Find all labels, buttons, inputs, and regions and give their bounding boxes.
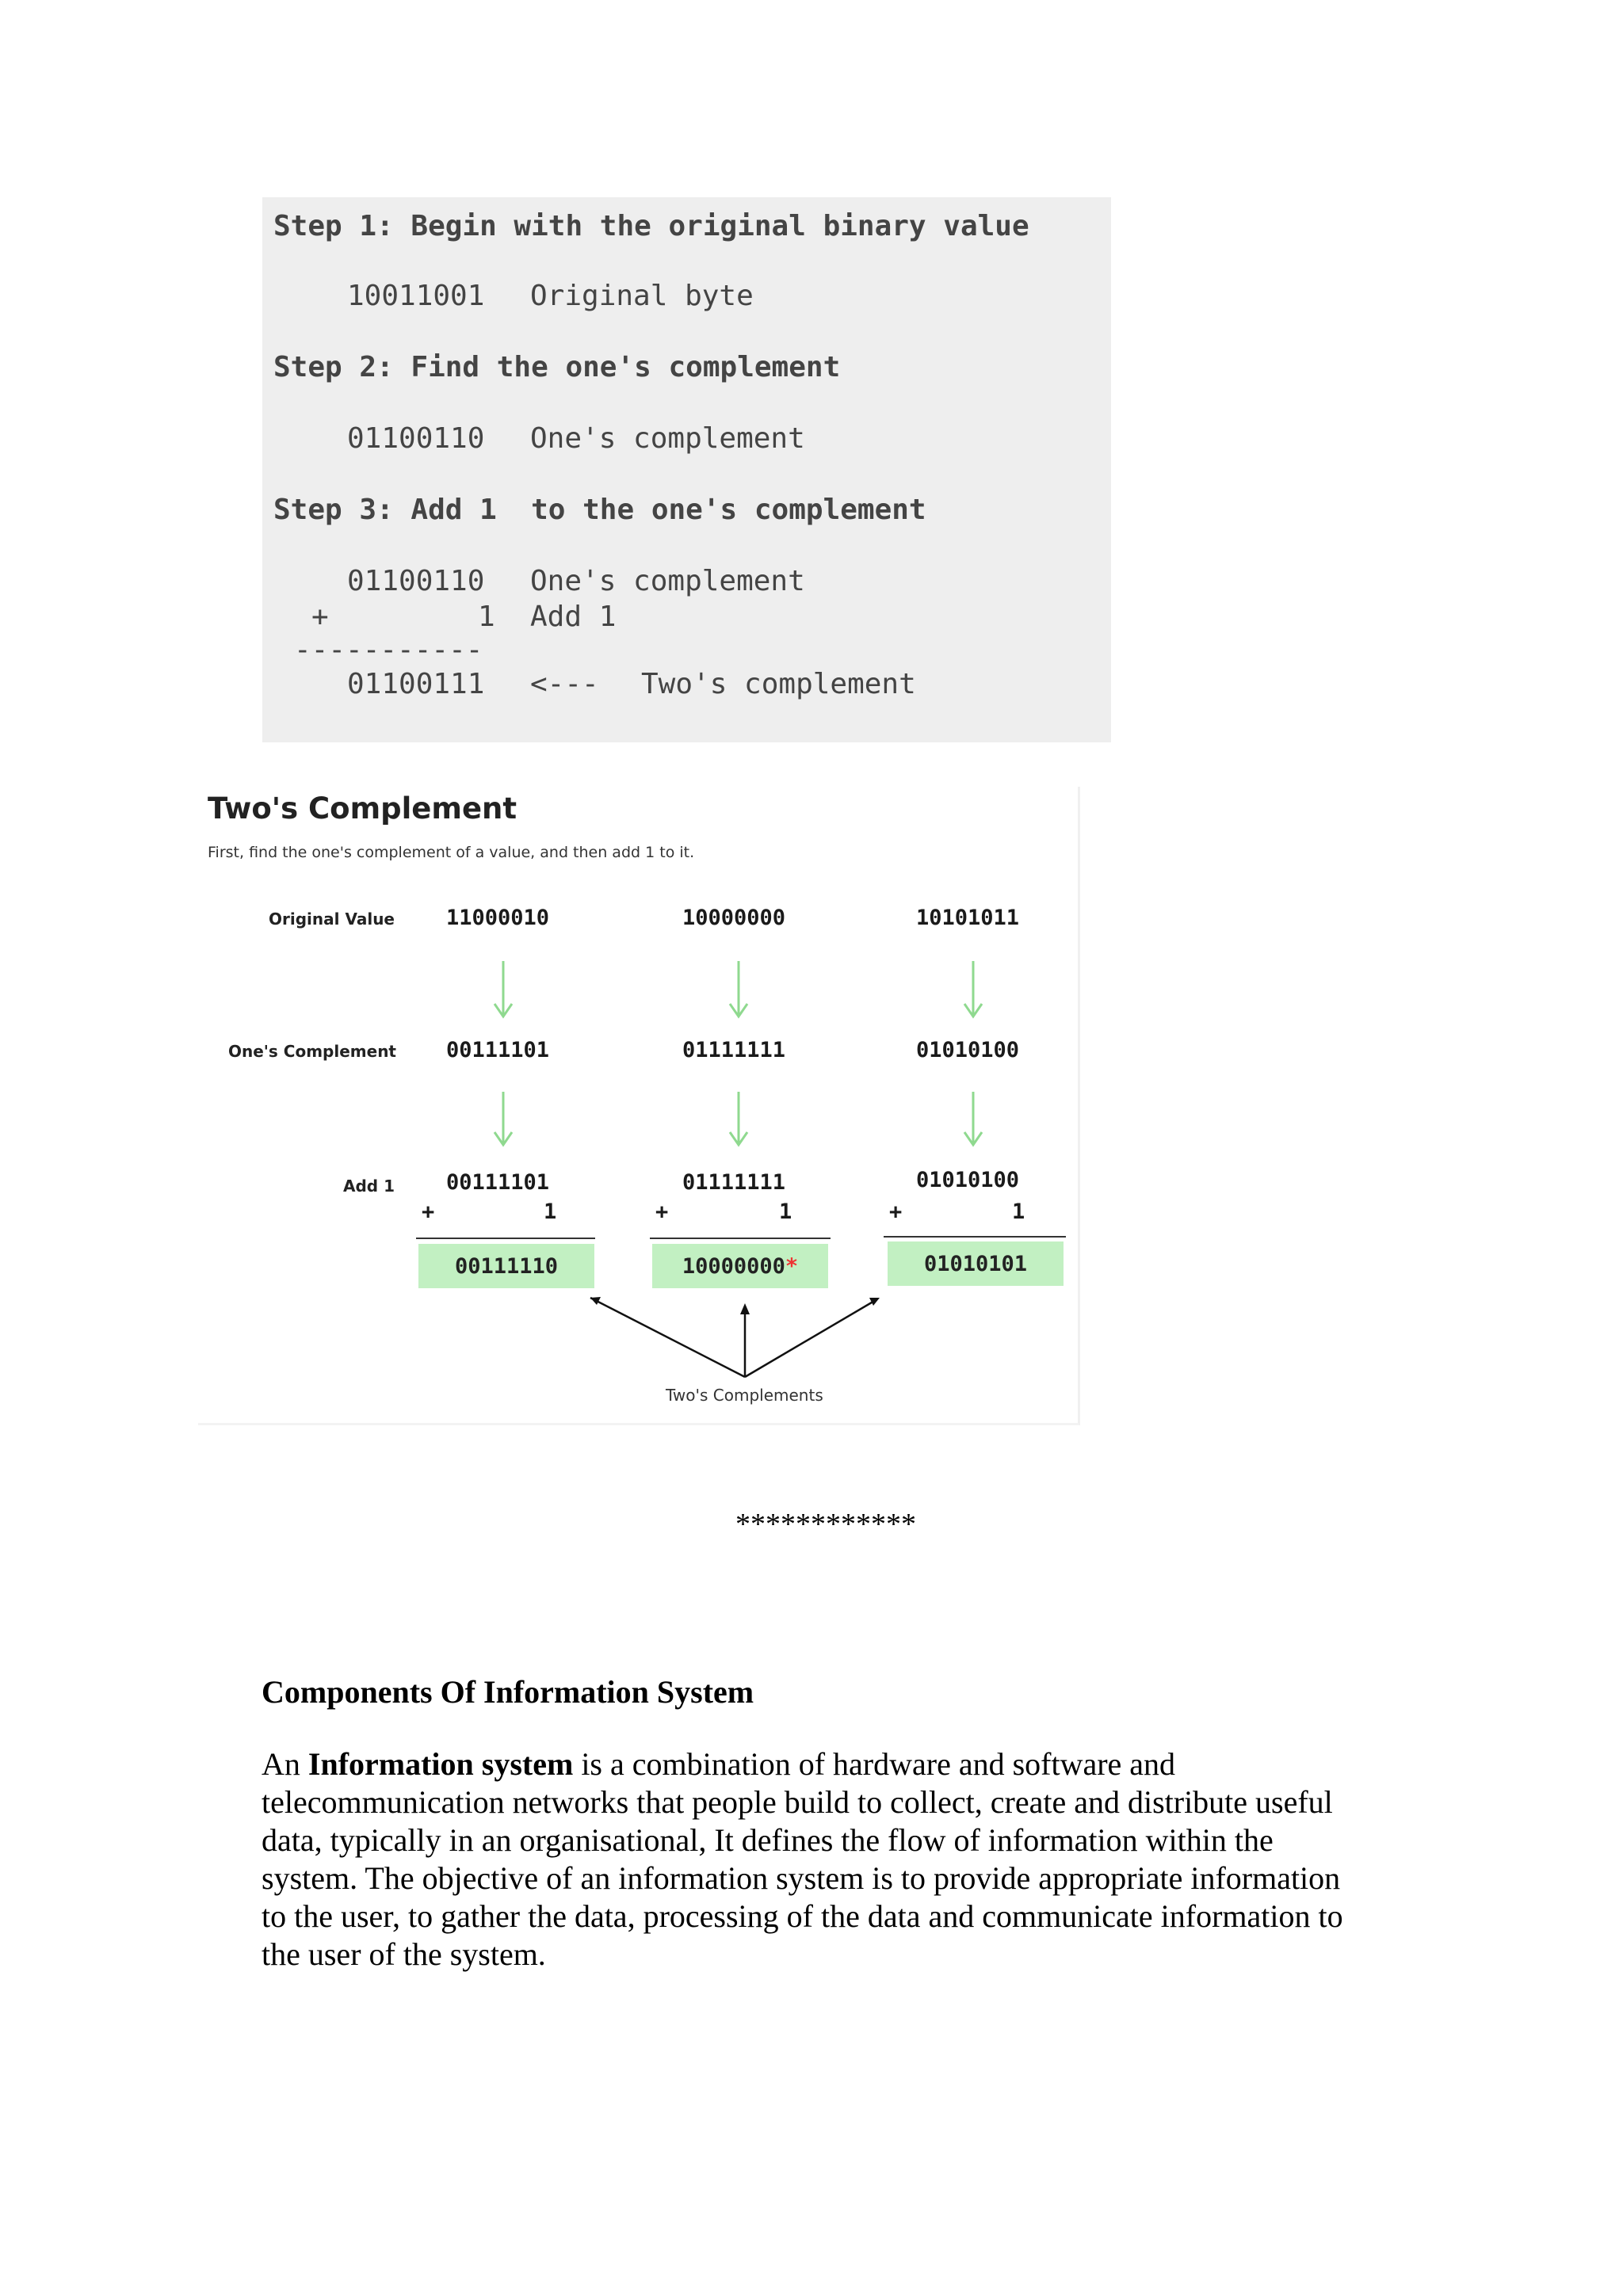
step2-note: One's complement — [530, 422, 805, 455]
arrows-layer — [198, 787, 1078, 1423]
para-bold-term: Information system — [307, 1746, 574, 1782]
step3-add-note: Add 1 — [530, 601, 617, 633]
col2-original: 10000000 — [682, 906, 786, 930]
figure-title: Two's Complement — [208, 791, 517, 826]
col3-plus: + — [889, 1199, 903, 1224]
para-intro: An — [262, 1746, 308, 1782]
section-paragraph — [262, 1745, 1419, 1974]
row-label-add: Add 1 — [343, 1177, 395, 1196]
figure-subtitle: First, find the one's complement of a value, and then add 1 to it. — [208, 844, 695, 861]
step1-note: Original byte — [530, 280, 754, 312]
overflow-marker: * — [785, 1254, 799, 1279]
col2-plus: + — [655, 1199, 669, 1224]
step2-value: 01100110 — [347, 422, 485, 455]
col3-original: 10101011 — [916, 906, 1020, 930]
result-arrow: <--- — [530, 668, 599, 700]
steps-figure — [262, 197, 1111, 742]
para-line-4: system. The objective of an information system is to provide appropriate information — [262, 1860, 1341, 1896]
row-label-original: Original Value — [269, 910, 395, 929]
col3-one: 1 — [1012, 1199, 1025, 1224]
step1-heading: Step 1: Begin with the original binary value — [273, 210, 1029, 242]
step3-value: 01100110 — [347, 565, 485, 597]
col3-ones: 01010100 — [916, 1038, 1020, 1062]
col1-ones: 00111101 — [446, 1038, 550, 1062]
figure-caption: Two's Complements — [666, 1386, 823, 1405]
col3-rule — [884, 1236, 1066, 1238]
col1-original: 11000010 — [446, 906, 550, 930]
para-line-2: telecommunication networks that people build to collect, create and distribute useful — [262, 1784, 1333, 1820]
twos-complement-figure — [198, 787, 1080, 1425]
col2-result-box — [652, 1244, 828, 1288]
col2-one: 1 — [779, 1199, 792, 1224]
para-line-5: to the user, to gather the data, processing of the data and communicate information to — [262, 1898, 1343, 1934]
para-line-1 — [262, 1745, 1419, 1783]
col2-result: 10000000 — [682, 1254, 785, 1279]
step3-one: 1 — [478, 601, 495, 633]
row-label-ones: One's Complement — [228, 1042, 396, 1061]
col2-ones: 01111111 — [682, 1038, 786, 1062]
step3-heading: Step 3: Add 1 to the one's complement — [273, 494, 926, 526]
step1-value: 10011001 — [347, 280, 485, 312]
col2-rule — [650, 1238, 831, 1239]
step3-plus: + — [311, 601, 329, 633]
col3-result-box — [888, 1241, 1064, 1286]
col2-add-value: 01111111 — [682, 1170, 786, 1195]
col1-plus: + — [422, 1199, 435, 1224]
step2-heading: Step 2: Find the one's complement — [273, 351, 841, 383]
para-line-6: the user of the system. — [262, 1936, 546, 1972]
step3-divider: ----------- — [294, 634, 483, 666]
col1-one: 1 — [544, 1199, 557, 1224]
result-note: Two's complement — [641, 668, 916, 700]
col3-add-value: 01010100 — [916, 1168, 1020, 1192]
col2-result-wrap — [652, 1254, 828, 1279]
result-value: 01100111 — [347, 668, 485, 700]
col1-result-box — [418, 1244, 594, 1288]
separator: ************ — [735, 1508, 916, 1541]
col1-add-value: 00111101 — [446, 1170, 550, 1195]
section-heading: Components Of Information System — [262, 1674, 754, 1710]
col1-result: 00111110 — [454, 1254, 559, 1279]
step3-note: One's complement — [530, 565, 805, 597]
para-line1-text: is a combination of hardware and software and — [573, 1746, 1176, 1782]
para-line-3: data, typically in an organisational, It defines the flow of information within the — [262, 1822, 1274, 1858]
col1-rule — [416, 1238, 595, 1239]
col3-result: 01010101 — [923, 1252, 1028, 1276]
black-arrows — [590, 1297, 880, 1377]
